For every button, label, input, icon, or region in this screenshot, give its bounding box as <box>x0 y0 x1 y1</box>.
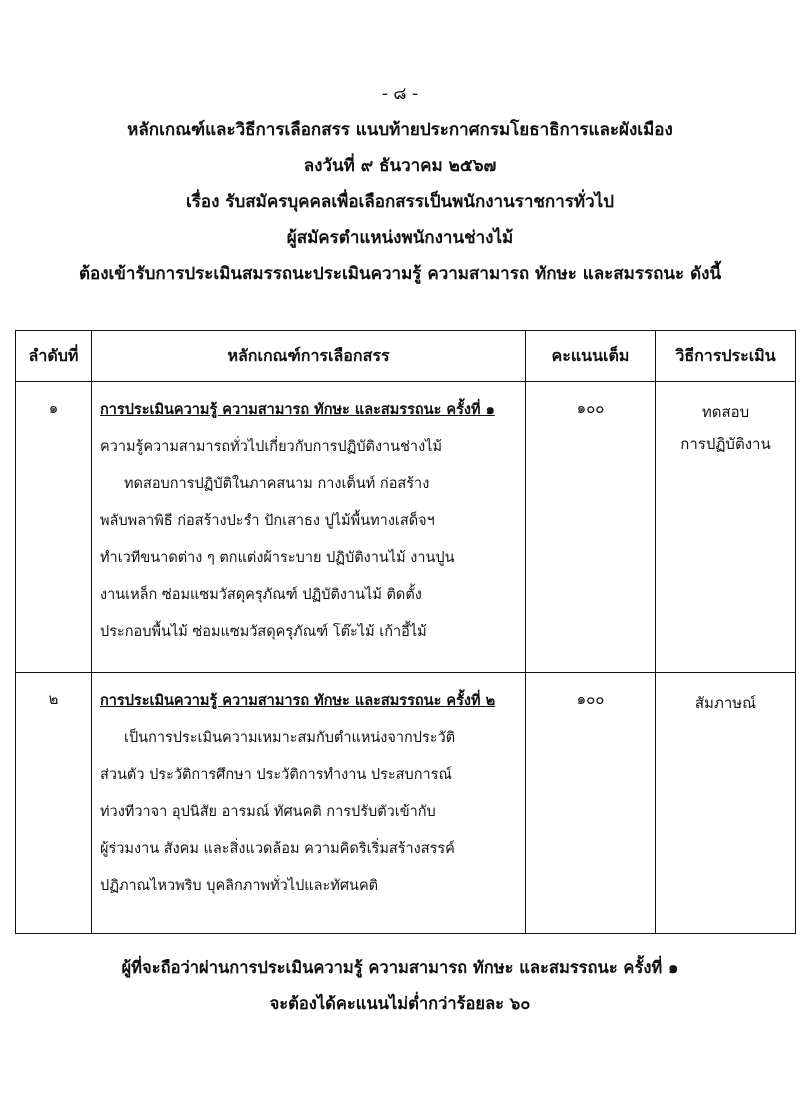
method-cell <box>656 673 796 934</box>
page-number: - ๘ - <box>381 84 419 104</box>
header-date: ลงวันที่ ๙ ธันวาคม ๒๕๖๗ <box>303 156 497 176</box>
row-number: ๒ <box>16 673 92 934</box>
criteria-line: งานเหล็ก ซ่อมแซมวัสดุครุภัณฑ์ ปฏิบัติงานไม้ ติดตั้ง <box>100 587 422 603</box>
document-header <box>0 112 800 292</box>
method-line: สัมภาษณ์ <box>694 694 757 712</box>
header-title: หลักเกณฑ์และวิธีการเลือกสรร แนบท้ายประกาศกรมโยธาธิการและผังเมือง <box>127 120 673 140</box>
criteria-line: ท่วงทีวาจา อุปนิสัย อารมณ์ ทัศนคติ การปรับตัวเข้ากับ <box>100 804 436 820</box>
criteria-title: การประเมินความรู้ ความสามารถ ทักษะ และสมรรถนะ ครั้งที่ ๑ <box>100 402 495 418</box>
method-cell <box>656 382 796 673</box>
method-line: ทดสอบ <box>701 403 750 421</box>
row-number: ๑ <box>16 382 92 673</box>
table-row <box>16 673 796 934</box>
criteria-line: เป็นการประเมินความเหมาะสมกับตำแหน่งจากประวัติ <box>124 730 456 746</box>
header-order: ลำดับที่ <box>16 331 92 382</box>
header-method: วิธีการประเมิน <box>656 331 796 382</box>
criteria-line: ทดสอบการปฏิบัติในภาคสนาม กางเต็นท์ ก่อสร้าง <box>124 476 430 492</box>
table-row <box>16 382 796 673</box>
header-subject: เรื่อง รับสมัครบุคคลเพื่อเลือกสรรเป็นพนักงานราชการทั่วไป <box>185 192 614 212</box>
table-header-row <box>16 331 796 382</box>
criteria-line: ผู้ร่วมงาน สังคม และสิ่งแวดล้อม ความคิดริเริ่มสร้างสรรค์ <box>100 841 455 857</box>
criteria-line: ความรู้ความสามารถทั่วไปเกี่ยวกับการปฏิบัติงานช่างไม้ <box>100 439 443 455</box>
criteria-title: การประเมินความรู้ ความสามารถ ทักษะ และสมรรถนะ ครั้งที่ ๒ <box>100 693 496 709</box>
footer-min-score: จะต้องได้คะแนนไม่ต่ำกว่าร้อยละ ๖๐ <box>269 994 531 1013</box>
header-position: ผู้สมัครตำแหน่งพนักงานช่างไม้ <box>286 228 514 248</box>
criteria-line: ทำเวทีขนาดต่าง ๆ ตกแต่งผ้าระบาย ปฏิบัติงานไม้ งานปูน <box>100 550 455 566</box>
method-line: การปฏิบัติงาน <box>680 435 771 453</box>
footer-pass-criteria: ผู้ที่จะถือว่าผ่านการประเมินความรู้ ความสามารถ ทักษะ และสมรรถนะ ครั้งที่ ๑ <box>121 958 679 977</box>
criteria-line: พลับพลาพิธี ก่อสร้างปะรำ ปักเสาธง ปูไม้พื้นทางเสด็จฯ <box>100 513 435 529</box>
criteria-cell <box>92 673 526 934</box>
header-instruction: ต้องเข้ารับการประเมินสมรรถนะประเมินความรู้ ความสามารถ ทักษะ และสมรรถนะ ดังนี้ <box>78 264 722 284</box>
header-full-score: คะแนนเต็ม <box>526 331 656 382</box>
full-score: ๑๐๐ <box>526 382 656 673</box>
criteria-line: ส่วนตัว ประวัติการศึกษา ประวัติการทำงาน ประสบการณ์ <box>100 767 452 783</box>
header-criteria: หลักเกณฑ์การเลือกสรร <box>92 331 526 382</box>
criteria-line: ประกอบพื้นไม้ ซ่อมแซมวัสดุครุภัณฑ์ โต๊ะไม้ เก้าอี้ไม้ <box>100 624 427 640</box>
full-score: ๑๐๐ <box>526 673 656 934</box>
document-footer <box>0 950 800 1022</box>
criteria-line: ปฏิภาณไหวพริบ บุคลิกภาพทั่วไปและทัศนคติ <box>100 878 379 894</box>
criteria-table <box>15 330 796 934</box>
criteria-cell <box>92 382 526 673</box>
